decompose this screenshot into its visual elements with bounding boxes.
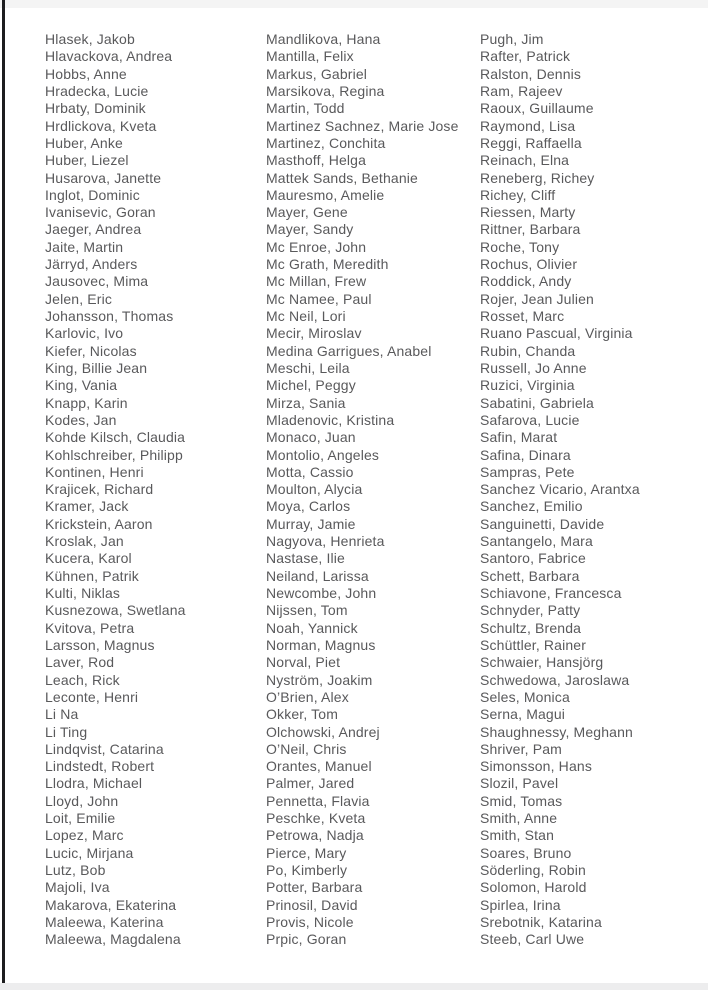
name-item: Mauresmo, Amelie xyxy=(266,186,385,203)
name-item: Leach, Rick xyxy=(45,671,120,688)
name-column-2 xyxy=(266,31,480,949)
name-item: Riessen, Marty xyxy=(480,204,576,221)
name-item: Petrowa, Nadja xyxy=(266,827,364,844)
page-left-edge-line xyxy=(2,0,5,990)
name-item: Ivanisevic, Goran xyxy=(45,204,156,221)
name-item: Reinach, Elna xyxy=(480,152,570,169)
name-item: Ruzici, Virginia xyxy=(480,377,575,394)
name-item: Mc Enroe, John xyxy=(266,238,367,255)
name-item: Mattek Sands, Bethanie xyxy=(266,169,418,186)
name-item: Schiavone, Francesca xyxy=(480,585,622,601)
name-item: Prinosil, David xyxy=(266,896,358,913)
name-item: King, Vania xyxy=(45,377,118,394)
name-item: Raoux, Guillaume xyxy=(480,100,594,117)
name-item: Nagyova, Henrieta xyxy=(266,533,385,550)
name-item: Inglot, Dominic xyxy=(45,186,140,203)
name-item: Rubin, Chanda xyxy=(480,342,576,359)
name-item: Russell, Jo Anne xyxy=(480,359,587,376)
name-item: Marsikova, Regina xyxy=(266,82,385,99)
name-item: Lutz, Bob xyxy=(45,862,106,878)
name-column-3 xyxy=(480,31,705,949)
name-item: Kiefer, Nicolas xyxy=(45,342,137,359)
name-item: Laver, Rod xyxy=(45,654,115,671)
name-item: Roche, Tony xyxy=(480,238,560,255)
name-item: Mecir, Miroslav xyxy=(266,325,362,342)
name-item: Knapp, Karin xyxy=(45,394,128,411)
name-item: Smith, Anne xyxy=(480,810,558,827)
name-item: Mc Neil, Lori xyxy=(266,308,346,324)
page-bottom-edge xyxy=(0,983,708,990)
name-item: Prpic, Goran xyxy=(266,931,347,948)
name-item: Steeb, Carl Uwe xyxy=(480,931,585,948)
name-item: Karlovic, Ivo xyxy=(45,325,124,342)
name-item: Soares, Bruno xyxy=(480,844,572,861)
name-item: Larsson, Magnus xyxy=(45,636,155,653)
name-item: Serna, Magui xyxy=(480,706,566,723)
name-item: Kramer, Jack xyxy=(45,498,129,515)
name-item: Maleewa, Katerina xyxy=(45,913,164,930)
page-top-edge xyxy=(0,0,708,8)
name-item: Richey, Cliff xyxy=(480,186,556,203)
name-item: Huber, Anke xyxy=(45,134,123,151)
name-item: Rafter, Patrick xyxy=(480,48,571,65)
name-item: Safina, Dinara xyxy=(480,446,571,463)
name-item: Hlasek, Jakob xyxy=(45,31,135,47)
name-item: Masthoff, Helga xyxy=(266,152,367,169)
name-item: Kühnen, Patrik xyxy=(45,567,139,584)
name-item: Spirlea, Irina xyxy=(480,896,561,913)
name-item: Li Na xyxy=(45,706,79,723)
name-item: Hobbs, Anne xyxy=(45,65,127,82)
name-item: Sampras, Pete xyxy=(480,463,575,480)
name-item: Palmer, Jared xyxy=(266,775,355,792)
name-item: Mayer, Sandy xyxy=(266,221,354,238)
name-item: King, Billie Jean xyxy=(45,359,148,376)
name-item: Hradecka, Lucie xyxy=(45,82,149,99)
name-item: Martinez, Conchita xyxy=(266,134,386,151)
name-item: Jausovec, Mima xyxy=(45,273,149,290)
name-item: Schnyder, Patty xyxy=(480,602,581,619)
name-item: Kohlschreiber, Philipp xyxy=(45,446,183,463)
name-item: Schüttler, Rainer xyxy=(480,636,587,653)
name-item: Norval, Piet xyxy=(266,654,341,671)
name-item: Majoli, Iva xyxy=(45,879,110,896)
name-item: Orantes, Manuel xyxy=(266,758,372,775)
name-item: Shriver, Pam xyxy=(480,740,562,757)
name-column-1 xyxy=(45,31,266,949)
name-item: Motta, Cassio xyxy=(266,463,354,480)
name-item: Mirza, Sania xyxy=(266,394,346,411)
name-item: Srebotnik, Katarina xyxy=(480,913,602,930)
name-item: Peschke, Kveta xyxy=(266,810,366,827)
name-item: Slozil, Pavel xyxy=(480,775,559,792)
name-item: Roddick, Andy xyxy=(480,273,572,290)
name-item: Reggi, Raffaella xyxy=(480,134,582,151)
name-item: Kvitova, Petra xyxy=(45,619,135,636)
name-item: Sanchez Vicario, Arantxa xyxy=(480,481,640,498)
name-item: Schwedowa, Jaroslawa xyxy=(480,671,630,688)
name-item: Kusnezowa, Swetlana xyxy=(45,602,186,619)
name-item: Mandlikova, Hana xyxy=(266,31,381,47)
name-item: Jaeger, Andrea xyxy=(45,221,142,238)
name-item: Sanguinetti, Davide xyxy=(480,515,605,532)
name-item: Lucic, Mirjana xyxy=(45,844,134,861)
name-item: Mladenovic, Kristina xyxy=(266,411,395,428)
name-item: Smid, Tomas xyxy=(480,792,563,809)
name-item: Montolio, Angeles xyxy=(266,446,380,463)
name-item: Pierce, Mary xyxy=(266,844,347,861)
name-item: Krajicek, Richard xyxy=(45,481,154,498)
name-item: Markus, Gabriel xyxy=(266,65,368,82)
name-item: Martin, Todd xyxy=(266,100,345,117)
name-item: Safin, Marat xyxy=(480,429,558,446)
name-item: Rittner, Barbara xyxy=(480,221,581,238)
name-item: Simonsson, Hans xyxy=(480,758,592,775)
name-item: Mc Namee, Paul xyxy=(266,290,372,307)
name-item: Li Ting xyxy=(45,723,88,740)
name-item: Lindstedt, Robert xyxy=(45,758,155,775)
name-item: Sabatini, Gabriela xyxy=(480,394,594,411)
name-item: Reneberg, Richey xyxy=(480,169,595,186)
name-item: Kroslak, Jan xyxy=(45,533,124,550)
name-item: Shaughnessy, Meghann xyxy=(480,723,633,740)
name-item: Solomon, Harold xyxy=(480,879,587,896)
name-item: Pugh, Jim xyxy=(480,31,544,47)
name-item: Leconte, Henri xyxy=(45,688,139,705)
name-item: Ruano Pascual, Virginia xyxy=(480,325,633,342)
name-item: Pennetta, Flavia xyxy=(266,792,370,809)
name-item: Santangelo, Mara xyxy=(480,533,593,550)
name-item: Mc Grath, Meredith xyxy=(266,256,389,273)
name-item: Ralston, Dennis xyxy=(480,65,582,82)
name-item: Kucera, Karol xyxy=(45,550,132,567)
name-item: Smith, Stan xyxy=(480,827,555,844)
name-item: Lindqvist, Catarina xyxy=(45,740,164,757)
name-item: Llodra, Michael xyxy=(45,775,143,792)
name-item: Schett, Barbara xyxy=(480,567,580,584)
name-item: Hlavackova, Andrea xyxy=(45,48,173,65)
name-item: Moulton, Alycia xyxy=(266,481,363,498)
name-item: Moya, Carlos xyxy=(266,498,351,515)
name-item: Lopez, Marc xyxy=(45,827,124,844)
name-item: Krickstein, Aaron xyxy=(45,515,153,532)
name-item: Mc Millan, Frew xyxy=(266,273,367,290)
name-item: Mayer, Gene xyxy=(266,204,348,221)
name-item: Noah, Yannick xyxy=(266,619,358,636)
name-item: Mantilla, Felix xyxy=(266,48,354,65)
name-item: Huber, Liezel xyxy=(45,152,129,169)
name-item: Söderling, Robin xyxy=(480,862,586,878)
name-list xyxy=(45,31,698,949)
name-item: Järryd, Anders xyxy=(45,256,138,273)
name-item: Po, Kimberly xyxy=(266,862,348,878)
name-item: Johansson, Thomas xyxy=(45,308,174,324)
name-item: Newcombe, John xyxy=(266,585,377,601)
name-item: Kohde Kilsch, Claudia xyxy=(45,429,186,446)
name-item: Raymond, Lisa xyxy=(480,117,576,134)
name-item: Potter, Barbara xyxy=(266,879,363,896)
name-item: Hrbaty, Dominik xyxy=(45,100,146,117)
name-item: Monaco, Juan xyxy=(266,429,356,446)
name-item: Kontinen, Henri xyxy=(45,463,144,480)
name-item: Olchowski, Andrej xyxy=(266,723,380,740)
name-item: Husarova, Janette xyxy=(45,169,162,186)
name-item: Rojer, Jean Julien xyxy=(480,290,594,307)
name-item: Rosset, Marc xyxy=(480,308,565,324)
name-item: Kulti, Niklas xyxy=(45,585,121,601)
name-item: Nyström, Joakim xyxy=(266,671,373,688)
name-item: Neiland, Larissa xyxy=(266,567,369,584)
name-item: O’Brien, Alex xyxy=(266,688,349,705)
name-item: Provis, Nicole xyxy=(266,913,354,930)
name-item: Safarova, Lucie xyxy=(480,411,580,428)
name-item: Ram, Rajeev xyxy=(480,82,563,99)
name-item: Okker, Tom xyxy=(266,706,339,723)
name-item: Kodes, Jan xyxy=(45,411,117,428)
name-item: Medina Garrigues, Anabel xyxy=(266,342,432,359)
name-item: Michel, Peggy xyxy=(266,377,356,394)
name-item: Martinez Sachnez, Marie Jose xyxy=(266,117,459,134)
name-item: Schultz, Brenda xyxy=(480,619,582,636)
name-item: Makarova, Ekaterina xyxy=(45,896,177,913)
name-item: Norman, Magnus xyxy=(266,636,376,653)
name-item: Lloyd, John xyxy=(45,792,119,809)
name-item: Maleewa, Magdalena xyxy=(45,931,181,948)
name-item: Nastase, Ilie xyxy=(266,550,345,567)
name-item: Seles, Monica xyxy=(480,688,570,705)
name-item: Schwaier, Hansjörg xyxy=(480,654,604,671)
name-item: Rochus, Olivier xyxy=(480,256,578,273)
name-item: O’Neil, Chris xyxy=(266,740,347,757)
name-item: Nijssen, Tom xyxy=(266,602,348,619)
name-item: Jaite, Martin xyxy=(45,238,124,255)
name-item: Hrdlickova, Kveta xyxy=(45,117,157,134)
name-item: Loit, Emilie xyxy=(45,810,116,827)
name-item: Murray, Jamie xyxy=(266,515,356,532)
name-item: Santoro, Fabrice xyxy=(480,550,586,567)
name-item: Jelen, Eric xyxy=(45,290,113,307)
name-item: Sanchez, Emilio xyxy=(480,498,583,515)
name-item: Meschi, Leila xyxy=(266,359,350,376)
